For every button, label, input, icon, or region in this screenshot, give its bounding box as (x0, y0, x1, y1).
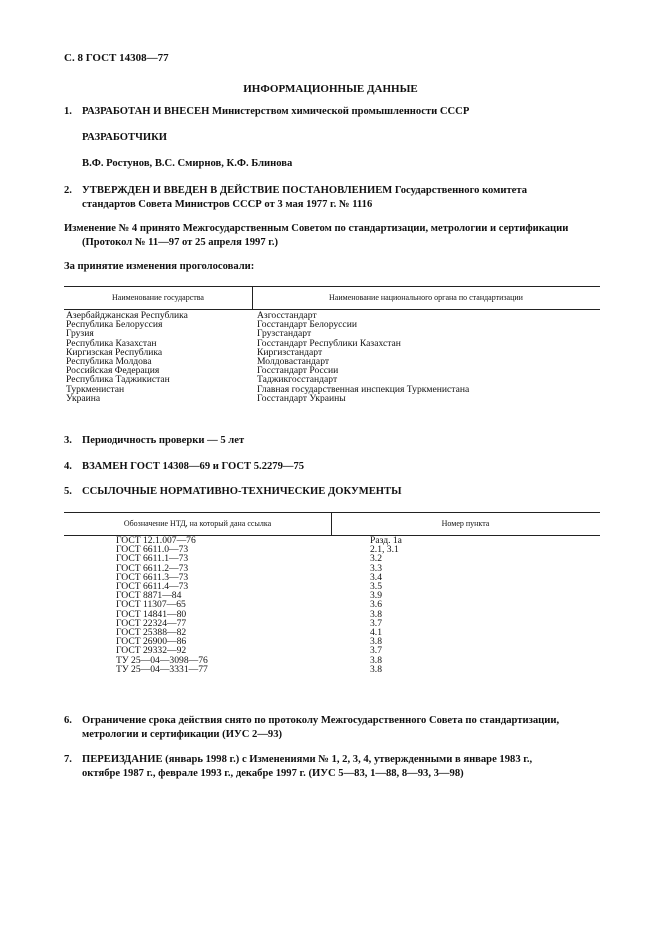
table-row: Украина (66, 392, 101, 404)
developers-label: РАЗРАБОТЧИКИ (82, 132, 168, 143)
table-row: ГОСТ 6611.2—73 (116, 562, 189, 574)
table-row: Госстандарт России (257, 365, 339, 377)
section-2 (64, 184, 527, 212)
table-row: ГОСТ 6611.1—73 (116, 553, 189, 565)
section-7-line1: ПЕРЕИЗДАНИЕ (январь 1998 г.) с Изменениями № 1, 2, 3, 4, утвержденными в январе 1983 г., (82, 754, 533, 765)
table-row: 3.7 (370, 617, 382, 629)
table-row: 3.8 (370, 654, 382, 666)
table-row: ГОСТ 25388—82 (116, 627, 187, 639)
table-row: 3.3 (370, 562, 382, 574)
refs-table-top-rule (64, 512, 600, 513)
section-7 (64, 753, 532, 781)
section-6-line2: метрологии и сертификации (ИУС 2—93) (82, 729, 283, 740)
table-row: Разд. 1а (370, 535, 402, 546)
section-7-number: 7. (64, 754, 72, 765)
section-1-number: 1. (64, 106, 72, 117)
votes-col1-body (66, 311, 188, 403)
table-row: ГОСТ 6611.4—73 (116, 581, 189, 593)
table-row: Госстандарт Республики Казахстан (257, 337, 401, 349)
section-3 (64, 434, 244, 448)
votes-table-top-rule (64, 286, 600, 287)
table-row: Главная государственная инспекция Туркменистана (257, 383, 470, 395)
votes-col2-body (257, 311, 469, 403)
table-row: ТУ 25—04—3098—76 (116, 654, 208, 666)
table-row: Азгосстандарт (257, 310, 317, 321)
table-row: Киргизская Республика (66, 346, 163, 358)
table-row: 3.7 (370, 645, 382, 657)
table-row: 3.9 (370, 590, 382, 602)
refs-col1-body (116, 536, 208, 674)
section-5-number: 5. (64, 486, 72, 497)
change-notice-line2: (Протокол № 11—97 от 25 апреля 1997 г.) (82, 237, 279, 248)
table-row: 3.2 (370, 553, 382, 565)
table-row: Российская Федерация (66, 365, 160, 377)
table-row: Госстандарт Украины (257, 392, 346, 404)
votes-col2-header: Наименование национального органа по стандартизации (329, 293, 523, 302)
section-4-text: ВЗАМЕН ГОСТ 14308—69 и ГОСТ 5.2279—75 (82, 461, 305, 472)
table-row: Киргизстандарт (257, 346, 323, 358)
table-row: 3.8 (370, 663, 382, 675)
table-row: Таджикгосстандарт (257, 374, 338, 386)
section-6-number: 6. (64, 715, 72, 726)
section-1 (64, 105, 469, 119)
table-row: Туркменистан (66, 383, 125, 395)
section-5 (64, 485, 402, 499)
table-row: ГОСТ 12.1.007—76 (116, 535, 196, 546)
section-2-number: 2. (64, 185, 72, 196)
refs-col2-body (370, 536, 402, 674)
table-row: Грузия (66, 328, 94, 340)
table-row: ГОСТ 8871—84 (116, 590, 182, 602)
table-row: Молдовастандарт (257, 356, 330, 368)
section-2-line1: УТВЕРЖДЕН И ВВЕДЕН В ДЕЙСТВИЕ ПОСТАНОВЛЕНИЕМ Государственного комитета (82, 185, 527, 196)
table-row: 2.1, 3.1 (370, 544, 399, 556)
table-row: Республика Таджикистан (66, 374, 170, 386)
table-row: ГОСТ 22324—77 (116, 617, 187, 629)
table-row: Азербайджанская Республика (66, 310, 188, 321)
table-row: ТУ 25—04—3331—77 (116, 663, 208, 675)
refs-col2-header: Номер пункта (441, 519, 490, 528)
developers-names: В.Ф. Ростунов, В.С. Смирнов, К.Ф. Блинова (82, 158, 293, 169)
section-5-text: ССЫЛОЧНЫЕ НОРМАТИВНО-ТЕХНИЧЕСКИЕ ДОКУМЕНТЫ (82, 486, 402, 497)
table-row: Республика Казахстан (66, 337, 157, 349)
page-reference: С. 8 ГОСТ 14308—77 (64, 52, 169, 64)
table-row: Республика Молдова (66, 356, 152, 368)
table-row: ГОСТ 6611.3—73 (116, 571, 189, 583)
page-title: ИНФОРМАЦИОННЫЕ ДАННЫЕ (243, 83, 418, 95)
table-row: 3.8 (370, 608, 382, 620)
section-3-text: Периодичность проверки — 5 лет (82, 435, 245, 446)
section-6-line1: Ограничение срока действия снято по протоколу Межгосударственного Совета по стандартизации, (82, 715, 560, 726)
table-row: 3.6 (370, 599, 382, 611)
section-1-text: РАЗРАБОТАН И ВНЕСЕН Министерством химической промышленности СССР (82, 106, 470, 117)
table-row: ГОСТ 14841—80 (116, 608, 187, 620)
table-row: Госстандарт Белоруссии (257, 319, 357, 331)
change-notice (64, 222, 568, 250)
change-notice-line1: Изменение № 4 принято Межгосударственным Советом по стандартизации, метрологии и сертификации (64, 223, 569, 234)
votes-col1-header: Наименование государства (112, 293, 204, 302)
section-7-line2: октябре 1987 г., феврале 1993 г., декабре 1997 г. (ИУС 5—83, 1—88, 8—93, 3—98) (82, 768, 464, 779)
table-row: 3.4 (370, 571, 382, 583)
section-4-number: 4. (64, 461, 72, 472)
table-row: 3.8 (370, 636, 382, 648)
table-row: 4.1 (370, 627, 382, 639)
voted-label: За принятие изменения проголосовали: (64, 261, 255, 272)
section-2-line2: стандартов Совета Министров СССР от 3 мая 1977 г. № 1116 (82, 199, 373, 210)
table-row: ГОСТ 29332—92 (116, 645, 187, 657)
section-4 (64, 460, 304, 474)
section-3-number: 3. (64, 435, 72, 446)
table-row: Республика Белоруссия (66, 319, 163, 331)
table-row: ГОСТ 26900—86 (116, 636, 187, 648)
section-6 (64, 714, 559, 742)
table-row: ГОСТ 6611.0—73 (116, 544, 189, 556)
refs-col1-header: Обозначение НТД, на который дана ссылка (123, 519, 272, 528)
table-row: 3.5 (370, 581, 382, 593)
table-row: Грузстандарт (257, 328, 312, 340)
table-row: ГОСТ 11307—65 (116, 599, 186, 611)
